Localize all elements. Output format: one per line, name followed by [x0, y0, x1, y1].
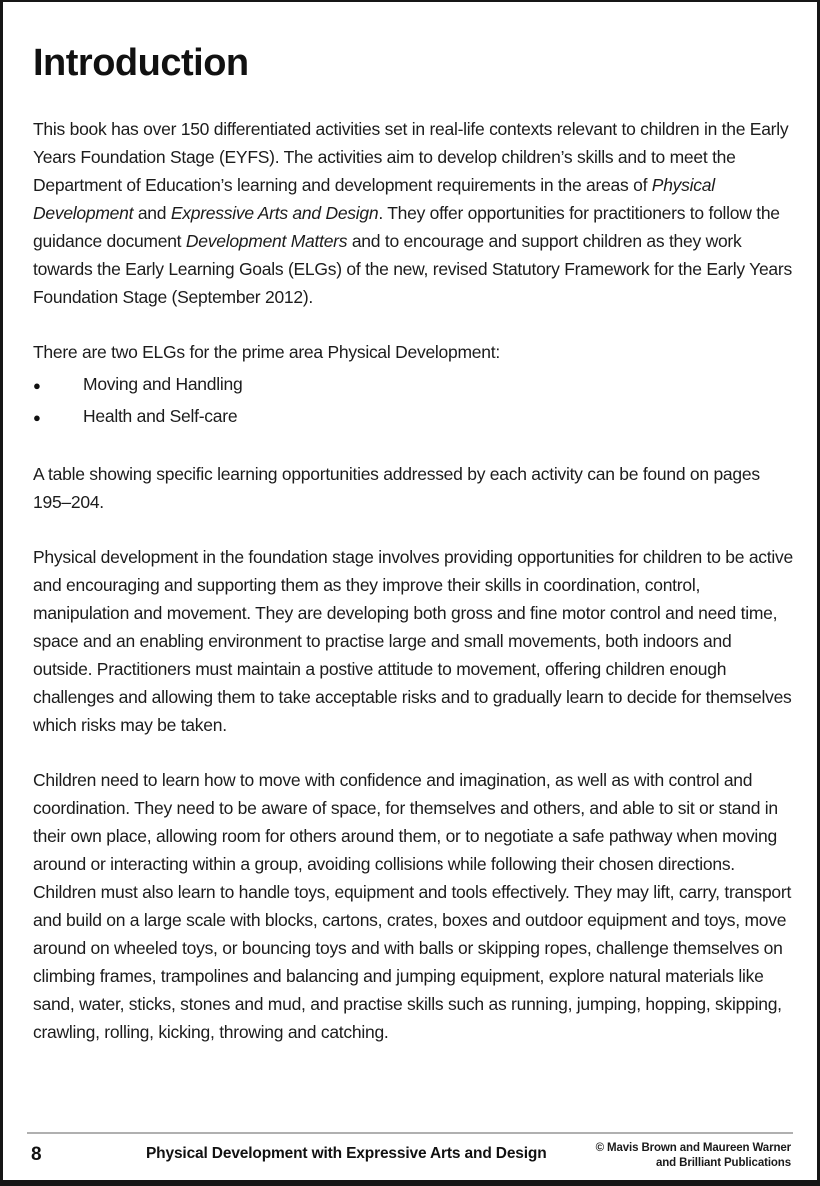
copyright-line-2: and Brilliant Publications	[655, 1157, 791, 1169]
page-footer	[27, 1132, 793, 1180]
text-run: and	[133, 203, 171, 223]
paragraph	[33, 338, 795, 366]
text-run: Physical development in the foundation stage involves providing opportunities for children to be active and encouraging and supporting them as they improve their skills in coordination, control, manipulation and movement. They are developing both gross and fine motor control and need time, space and an enabling environment to practise large and small movements, both indoors and outside. Practitioners must maintain a postive attitude to movement, offering children enough challenges and allowing them to take acceptable risks and to gradually learn to decide for themselves which risks may be taken.	[33, 547, 793, 735]
italic-text-run: Physical Development	[33, 175, 715, 223]
footer-book-title: Physical Development with Expressive Arts and Design	[146, 1145, 547, 1162]
bullet-icon: ●	[33, 410, 41, 425]
paragraph	[33, 115, 795, 311]
page-number: 8	[31, 1144, 42, 1165]
copyright-line-1: © Mavis Brown and Maureen Warner	[595, 1142, 791, 1154]
page-content	[3, 2, 817, 1046]
text-run: This book has over 150 differentiated activities set in real-life contexts relevant to children in the Early Years Foundation Stage (EYFS). The activities aim to develop children’s skills and to meet the Department of Education’s learning and development requirements in the areas of	[33, 119, 789, 195]
page-title: Introduction	[33, 42, 249, 84]
italic-text-run: Development Matters	[185, 231, 348, 251]
paragraph	[33, 543, 795, 739]
bullet-list	[33, 369, 795, 433]
text-run: . They offer opportunities for practitioners to follow the guidance document	[33, 203, 780, 251]
text-run: A table showing specific learning opportunities addressed by each activity can be found on pages 195–204.	[33, 464, 760, 512]
text-run: Children need to learn how to move with confidence and imagination, as well as with control and coordination. They need to be aware of space, for themselves and others, and able to sit or stand in their own place, allowing room for others around them, or to negotiate a safe pathway when moving around or interacting within a group, avoiding collisions while following their chosen directions. Children must also learn to handle toys, equipment and tools effectively. They may lift, carry, transport and build on a large scale with blocks, cartons, crates, boxes and outdoor equipment and toys, move around on wheeled toys, or bouncing toys and with balls or skipping ropes, challenge themselves on climbing frames, trampolines and balancing and jumping equipment, explore natural materials like sand, water, sticks, stones and mud, and practise skills such as running, jumping, hopping, skipping, crawling, rolling, kicking, throwing and catching.	[33, 770, 792, 1042]
body-text	[33, 115, 795, 1046]
copyright-notice	[596, 1141, 791, 1171]
paragraph	[33, 460, 795, 516]
text-run: and to encourage and support children as they work towards the Early Learning Goals (ELGs) of the new, revised Statutory Framework for the Early Years Foundation Stage (September 2012).	[33, 231, 792, 307]
bullet-label: Moving and Handling	[83, 374, 243, 394]
bullet-icon: ●	[33, 378, 41, 393]
bullet-item	[33, 401, 795, 433]
bullet-item	[33, 369, 795, 401]
bullet-label: Health and Self-care	[83, 406, 238, 426]
paragraph	[33, 766, 795, 1046]
italic-text-run: Expressive Arts and Design	[170, 203, 379, 223]
text-run: There are two ELGs for the prime area Physical Development:	[33, 342, 500, 362]
